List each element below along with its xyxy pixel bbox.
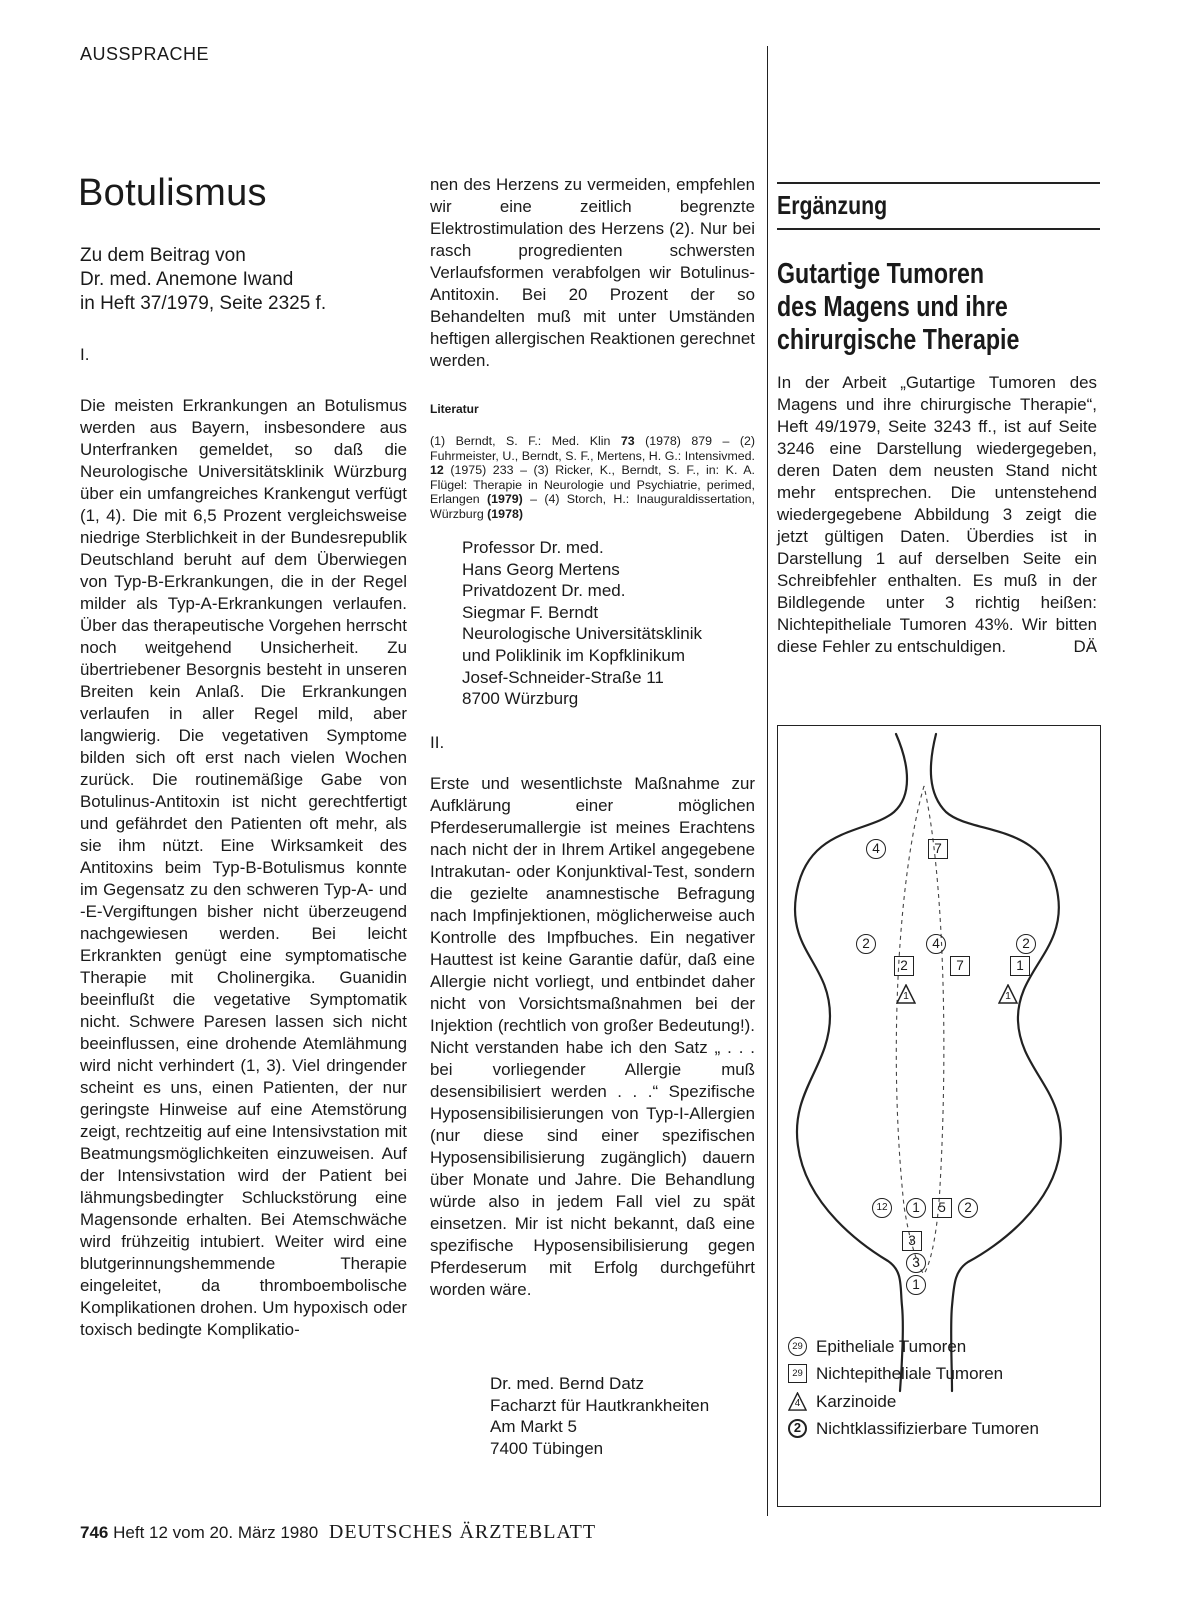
part-two-body [430,773,755,1301]
marker-label: 12 [876,1202,888,1213]
body-paragraph: nen des Herzens zu vermeiden, empfehlen wir eine zeitlich begrenzte Elektrostimulation des Herzens (2). Nur bei rasch progredienten schwersten Verlaufsformen verabfolgen wir Botulinus-Antitoxin. Bei 20 Prozent der so Behandelten muß mit unter Umständen heftigen allergischen Reaktionen gerechnet werden. [430,175,755,370]
legend-circle-symbol [788,1337,807,1356]
circle-marker [906,1275,926,1295]
square-marker [894,956,914,976]
circle-marker [866,839,886,859]
body-text: In der Arbeit „Gutartige Tumoren des Magens und ihre chirurgische Therapie“, Heft 49/1979, Seite 3243 ff., ist auf Seite 3246 eine Darstellung wiedergegeben, deren Daten dem neusten Stand nicht mehr entsprechen. Die untenstehend wiedergegebene Abbildung 3 zeigt die jetzt gültigen Daten. Überdies ist in Darstellung 1 auf derselben Seite ein Schreibfehler enthalten. Es muß in der Bildlegende unter 3 richtig heißen: Nichtepitheliale Tumoren 43%. Wir bitten diese Fehler zu entschuldigen. [777,373,1097,656]
ref-year: (1978) [487,506,523,521]
ref-text: (1975) 233 – (3) Ricker, K., Berndt, S. F., in: K. A. Flügel: Therapie in Neurologie und Psychiatrie, perimed, Erlangen [430,463,755,507]
legend-circle-bold-symbol [788,1419,807,1438]
subtitle-line: Dr. med. Anemone Iwand [80,269,294,290]
circle-marker [906,1198,926,1218]
column-divider [767,46,768,1516]
stomach-wall-right [931,734,1061,1391]
author-line: Josef-Schneider-Straße 11 [462,667,664,687]
marker-label: 4 [872,841,880,857]
ref-text: (1) Berndt, S. F.: Med. Klin [430,434,621,448]
marker-label: 3 [912,1255,920,1271]
author-line: Am Markt 5 [490,1417,577,1437]
marker-label: 2 [793,1420,802,1436]
page-number: 746 [80,1523,109,1542]
author-block [462,537,702,710]
issue-info: Heft 12 vom 20. März 1980 [113,1523,319,1542]
author-line: Dr. med. Bernd Datz [490,1374,645,1393]
article-subtitle [80,244,326,316]
author-line: 8700 Würzburg [462,689,579,709]
circle-marker [906,1253,926,1273]
part-one-continued [430,174,755,372]
marker-label: 29 [792,1367,803,1379]
section-label: AUSSPRACHE [80,44,210,64]
circle-marker [958,1198,978,1218]
body-paragraph [777,372,1097,658]
ref-text: (1978) 879 – (2) Fuhrmeister, U., Berndt, S. F., Mertens, H. G.: Intensivmed. [430,434,755,463]
marker-label: 5 [938,1200,946,1216]
circle-marker [926,934,946,954]
body-paragraph: Erste und wesentlichste Maßnahme zur Aufklärung einer möglichen Pferdeserumallergie ist meines Erachtens nach nicht der in Ihrem Artikel angegebene Intrakutan- oder Konjunktival-Test, sondern die gezielte anamnestische Befragung nach Impfinjektionen, möglicherweise auch Kontrolle des Impfbuches. Ein negativer Hauttest ist keine Garantie dafür, daß eine Allergie nicht vorliegt, und entbindet daher nicht von Vorsichtsmaßnahmen bei der Injektion (rechtlich von großer Bedeutung!). Nicht verstanden habe ich den Satz „ . . . bei vorliegender Allergie muß desensibilisiert werden . . .“ Spezifische Hyposensibilisierungen von Typ-I-Allergien (nur diese sind einer spezifischen Hyposensibilisierung zugänglich) dauern über Monate und Jahre. Die Behandlung würde also in jedem Fall viel zu spät einsetzen. Mir ist nicht bekannt, daß eine spezifische Hyposensibilisierung gegen Pferdeserum mit Erfolg durchgeführt worden wäre. [430,774,755,1299]
circle-marker [872,1198,892,1218]
kicker-rule-bottom [777,228,1100,230]
correction-body [777,372,1097,658]
part-one-body [80,395,407,1341]
triangle-marker [896,984,916,1004]
author-line: Hans Georg Mertens [462,559,620,579]
author-line: und Poliklinik im Kopfklinikum [462,645,685,665]
signature: DÄ [1073,637,1097,656]
marker-label: 7 [934,841,942,857]
kicker: Ergänzung [777,190,888,220]
marker-label: 2 [900,958,908,974]
ref-year: (1979) [486,492,523,507]
stomach-wall-left [795,734,907,1391]
circle-marker [856,934,876,954]
marker-label: 3 [908,1233,916,1249]
author-two-block [490,1373,709,1459]
part-two-label: II. [430,733,445,752]
marker-label: 4 [794,1398,801,1410]
part-one-label: I. [80,345,90,364]
correction-title [777,258,1019,357]
marker-label: 1 [1005,990,1011,1002]
marker-label: 1 [912,1277,920,1293]
author-line: Privatdozent Dr. med. [462,581,626,601]
square-marker [950,956,970,976]
marker-label: 2 [862,936,870,952]
legend-label: Nichtklassifizierbare Tumoren [816,1419,1039,1438]
marker-label: 1 [903,990,909,1002]
legend-label: Karzinoide [816,1392,897,1411]
title-line: des Magens und ihre [777,291,1008,323]
page-footer [80,1521,596,1544]
subtitle-line: Zu dem Beitrag von [80,245,246,266]
square-marker [902,1231,922,1251]
square-marker [1010,956,1030,976]
author-line: 7400 Tübingen [490,1438,604,1458]
body-paragraph: Die meisten Erkrankungen an Botulismus werden aus Bayern, insbesondere aus Unterfranken gemeldet, so daß die Neurologische Universitätsklinik Würzburg über ein umfangreiches Krankengut verfügt (1, 4). Die mit 6,5 Prozent vergleichsweise niedrige Sterblichkeit in der Bundesrepublik Deutschland beruht auf dem Überwiegen von Typ-B-Erkrankungen, die in der Regel milder als Typ-A-Erkrankungen verlaufen. Über das therapeutische Vorgehen herrscht noch weitgehend Unsicherheit. Zu übertriebener Besorgnis besteht in unseren Breiten kein Anlaß. Die Erkrankungen verlaufen in aller Regel mild, aber langwierig. Die vegetativen Symptome bilden sich oft erst nach vielen Wochen zurück. Die routinemäßige Gabe von Botulinus-Antitoxin ist nicht gerechtfertigt und gefährdet den Patienten oft mehr, als sie ihm nützt. Eine Wirksamkeit des Antitoxins beim Typ-B-Botulismus konnte im Gegensatz zu den schweren Typ-A- und -E-Vergiftungen bisher nicht überzeugend nachgewiesen werden. Bei leicht Erkrankten genügt eine symptomatische Therapie mit Cholinergika. Guanidin beeinflußt die vegetative Symptomatik nicht. Schwere Paresen lassen sich nicht beeinflussen, eine drohende Atemlähmung wird nicht verhindert (1, 3). Viel dringender scheint es uns, einen Patienten, der nur geringste Hinweise auf eine Atemstörung zeigt, rechtzeitig auf eine Intensivstation mit Beatmungsmöglichkeiten einzuweisen. Auf der Intensivstation wird der Patient bei lähmungsbedingter Schluckstörung eine Magensonde erhalten. Bei Atemschwäche wird frühzeitig intubiert. Weiter wird eine blutgerinnungshemmende Therapie eingeleitet, da thromboembolische Komplikationen drohen. Um hypoxisch oder toxisch bedingte Komplikatio- [80,396,407,1339]
author-line: Neurologische Universitätsklinik [462,624,702,644]
kicker-rule-top [777,182,1100,184]
stomach-diagram [777,725,1101,1507]
marker-label: 2 [1022,936,1030,952]
author-line: Siegmar F. Berndt [462,602,599,622]
ref-text: – (4) Storch, H.: Inauguraldissertation, Würzburg [430,492,755,521]
marker-label: 4 [932,936,940,952]
subtitle-line: in Heft 37/1979, Seite 2325 f. [80,293,327,314]
legend-label: Nichtepitheliale Tumoren [816,1364,1004,1383]
journal-name: DEUTSCHES ÄRZTEBLATT [328,1521,597,1543]
ref-volume: 12 [430,463,444,478]
marker-label: 7 [956,958,964,974]
literature-heading: Literatur [430,402,479,416]
legend-square-symbol [788,1364,807,1383]
legend-label: Epitheliale Tumoren [816,1337,967,1356]
title-line: Gutartige Tumoren [777,258,985,290]
legend-triangle-symbol [788,1392,807,1411]
ref-volume: 73 [620,434,635,448]
title-line: chirurgische Therapie [777,324,1020,356]
article-title: Botulismus [78,172,267,214]
marker-label: 1 [1016,958,1024,974]
literature-list [430,434,755,522]
square-marker [928,839,948,859]
marker-label: 1 [912,1200,920,1216]
square-marker [932,1198,952,1218]
triangle-marker [998,984,1018,1004]
marker-label: 29 [792,1340,803,1352]
author-line: Professor Dr. med. [462,538,604,557]
author-line: Facharzt für Hautkrankheiten [490,1395,710,1415]
marker-label: 2 [964,1200,972,1216]
circle-marker [1016,934,1036,954]
